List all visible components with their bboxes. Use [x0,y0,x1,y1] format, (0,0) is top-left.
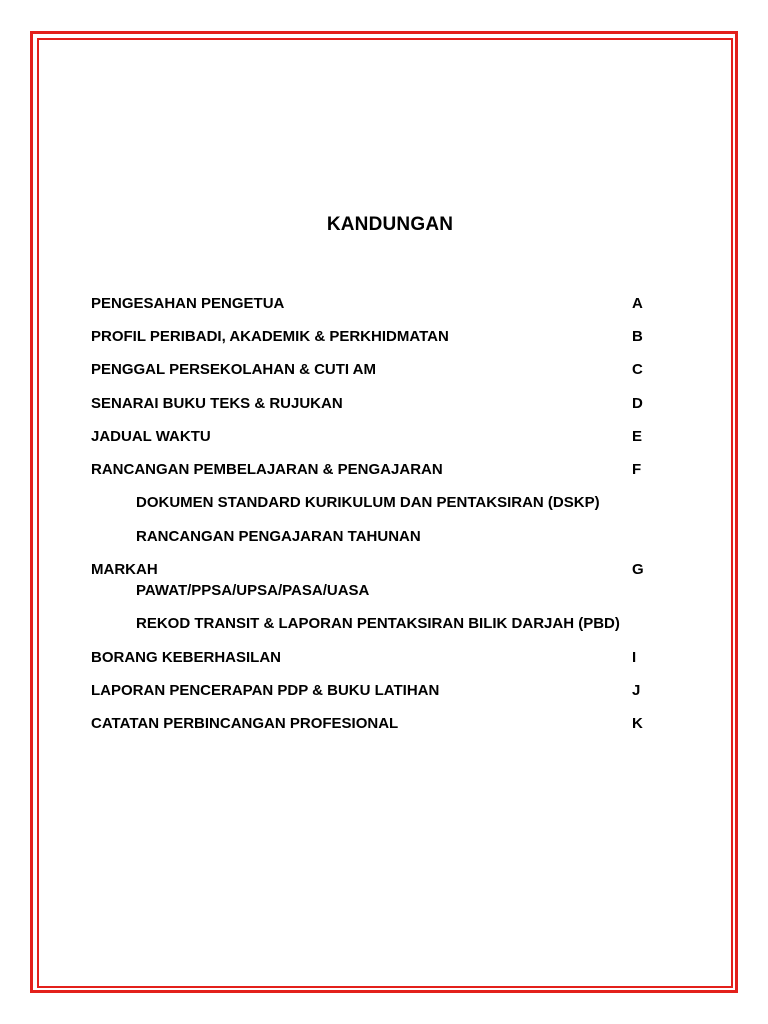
page-border-inner [37,38,733,988]
toc-section-letter: B [632,328,643,345]
page-title: KANDUNGAN [326,214,454,235]
toc-row [0,648,768,668]
toc-entry-label: CATATAN PERBINCANGAN PROFESIONAL [91,715,399,732]
toc-section-letter: E [632,428,643,445]
toc-subentry-label: PAWAT/PPSA/UPSA/PASA/UASA [136,582,370,599]
toc-row [0,560,768,580]
toc-section-letter: D [632,395,643,412]
toc-subrow [0,581,768,601]
toc-subentry-label: DOKUMEN STANDARD KURIKULUM DAN PENTAKSIRAN (DSKP) [136,494,600,511]
toc-section-letter: I [632,649,637,666]
toc-entry-label: MARKAH [91,561,158,578]
toc-row [0,327,768,347]
toc-row [0,714,768,734]
toc-section-letter: K [632,715,643,732]
toc-row [0,394,768,414]
toc-section-letter: A [632,295,643,312]
toc-subentry-label: RANCANGAN PENGAJARAN TAHUNAN [136,528,421,545]
toc-row [0,360,768,380]
toc-row [0,427,768,447]
toc-entry-label: LAPORAN PENCERAPAN PDP & BUKU LATIHAN [91,682,440,699]
toc-section-letter: C [632,361,643,378]
toc-row [0,460,768,480]
toc-section-letter: J [632,682,641,699]
toc-entry-label: RANCANGAN PEMBELAJARAN & PENGAJARAN [91,461,443,478]
toc-row [0,681,768,701]
toc-entry-label: PENGESAHAN PENGETUA [91,295,285,312]
toc-entry-label: BORANG KEBERHASILAN [91,649,282,666]
toc-subrow [0,493,768,513]
toc-entry-label: SENARAI BUKU TEKS & RUJUKAN [91,395,343,412]
toc-subrow [0,527,768,547]
toc-entry-label: PENGGAL PERSEKOLAHAN & CUTI AM [91,361,377,378]
toc-subentry-label: REKOD TRANSIT & LAPORAN PENTAKSIRAN BILIK DARJAH (PBD) [136,615,620,632]
toc-section-letter: F [632,461,642,478]
toc-subrow [0,614,768,634]
toc-entry-label: JADUAL WAKTU [91,428,211,445]
toc-entry-label: PROFIL PERIBADI, AKADEMIK & PERKHIDMATAN [91,328,449,345]
toc-row [0,294,768,314]
toc-section-letter: G [632,561,644,578]
